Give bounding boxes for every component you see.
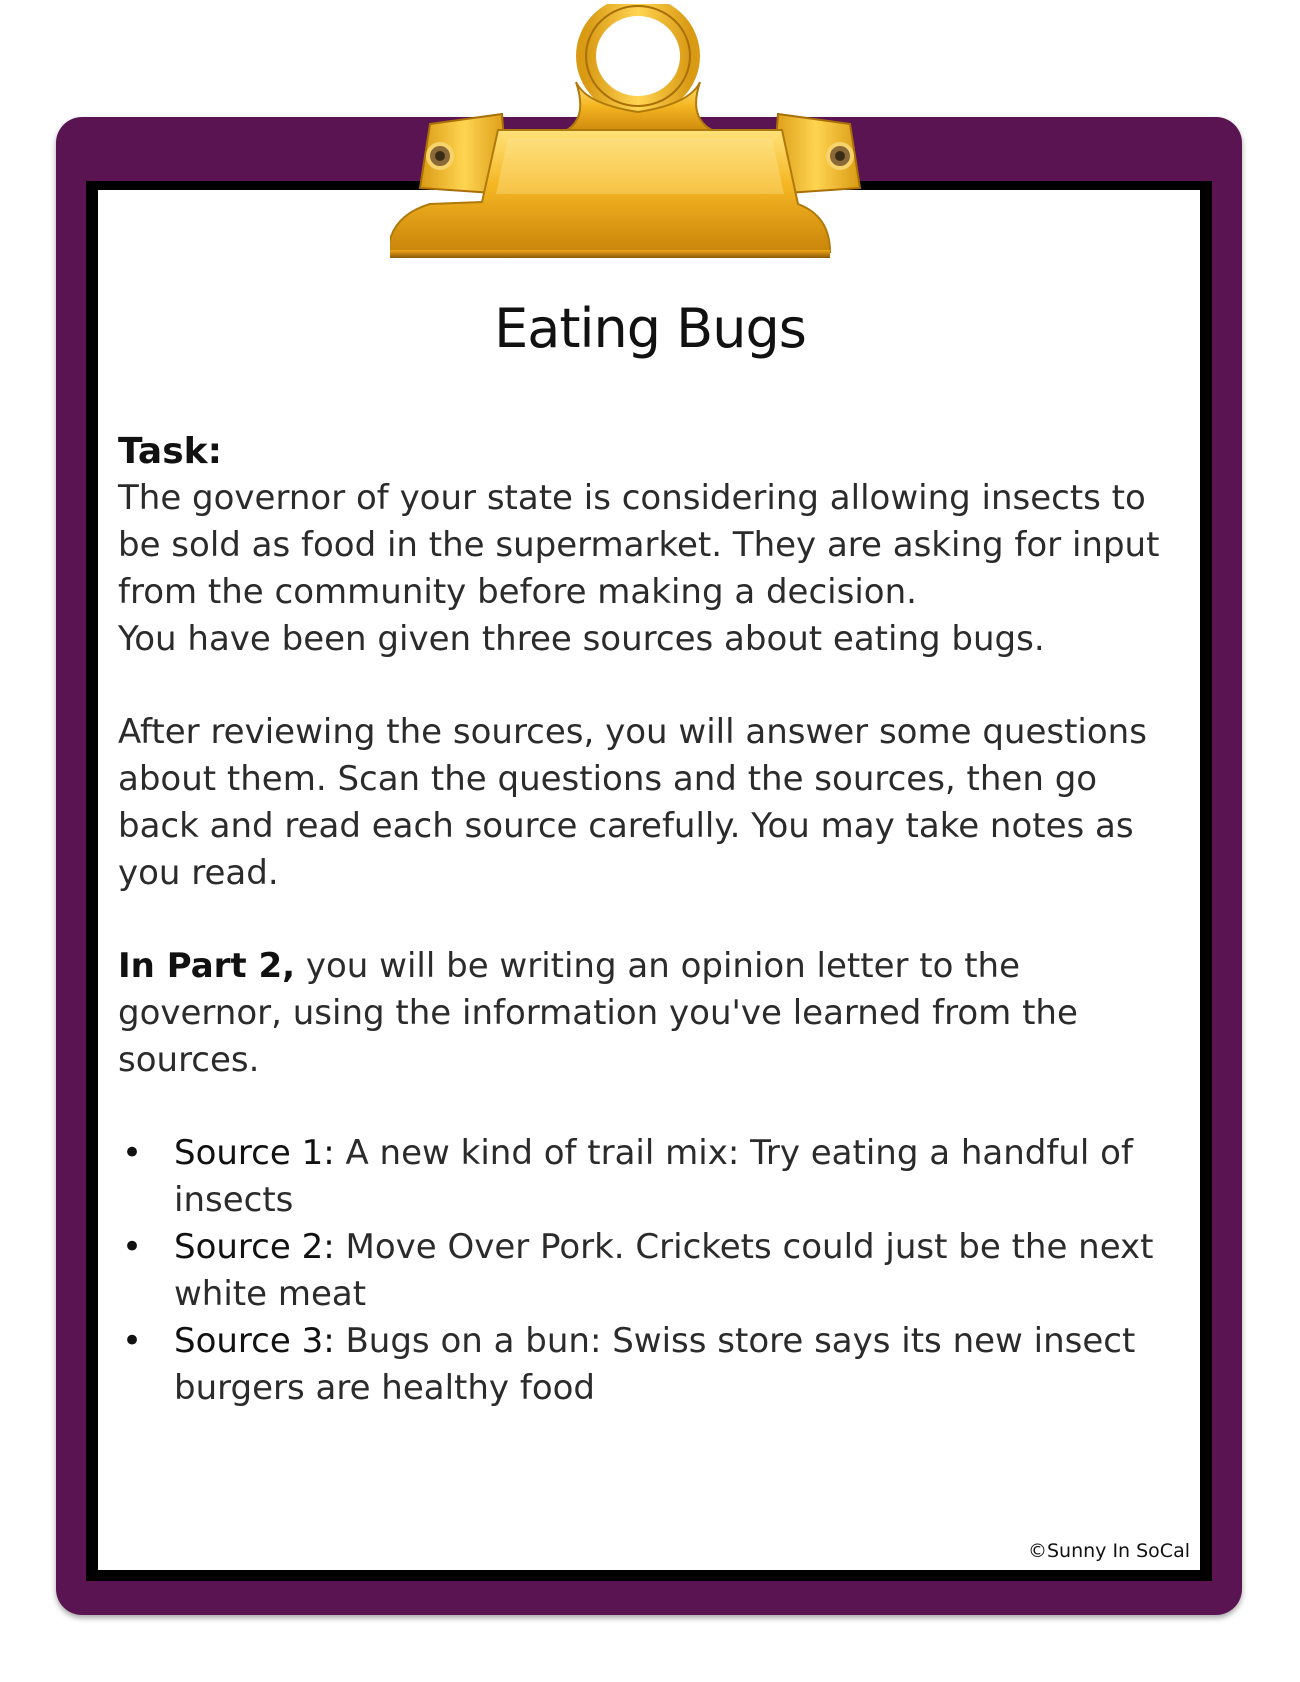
source-text: A new kind of trail mix: Try eating a handful of insects (174, 1133, 1133, 1220)
task-label: Task: (118, 431, 222, 472)
list-item (118, 1224, 1188, 1318)
source-label: Source 3: (174, 1321, 335, 1361)
list-item (118, 1318, 1188, 1412)
part2-paragraph (118, 943, 1188, 1084)
task-paragraph-1b: You have been given three sources about eating bugs. (118, 619, 1045, 659)
page-title: Eating Bugs (494, 297, 806, 360)
source-text: Bugs on a bun: Swiss store says its new insect burgers are healthy food (174, 1321, 1136, 1408)
bullet-icon: • (122, 1227, 143, 1267)
part2-label: In Part 2, (118, 946, 296, 986)
spacer (118, 897, 1188, 943)
bullet-icon: • (122, 1321, 143, 1361)
spacer (118, 1084, 1188, 1130)
source-list (118, 1130, 1188, 1412)
task-paragraph-2: After reviewing the sources, you will answer some questions about them. Scan the questions and the sources, then go back and read each source carefully. You may take notes as you read. (118, 712, 1147, 893)
copyright-text: ©Sunny In SoCal (1027, 1540, 1190, 1562)
clipboard-clip-icon (390, 4, 890, 280)
source-label: Source 2: (174, 1227, 335, 1267)
part2-text: you will be writing an opinion letter to the governor, using the information you've learned from the sources. (118, 946, 1078, 1080)
bullet-icon: • (122, 1133, 143, 1173)
source-text: Move Over Pork. Crickets could just be the next white meat (174, 1227, 1154, 1314)
list-item (118, 1130, 1188, 1224)
task-content (118, 428, 1188, 1412)
source-label: Source 1: (174, 1133, 335, 1173)
spacer (118, 663, 1188, 709)
task-paragraph-1: The governor of your state is considering allowing insects to be sold as food in the supermarket. They are asking for input from the community before making a decision. (118, 478, 1160, 612)
